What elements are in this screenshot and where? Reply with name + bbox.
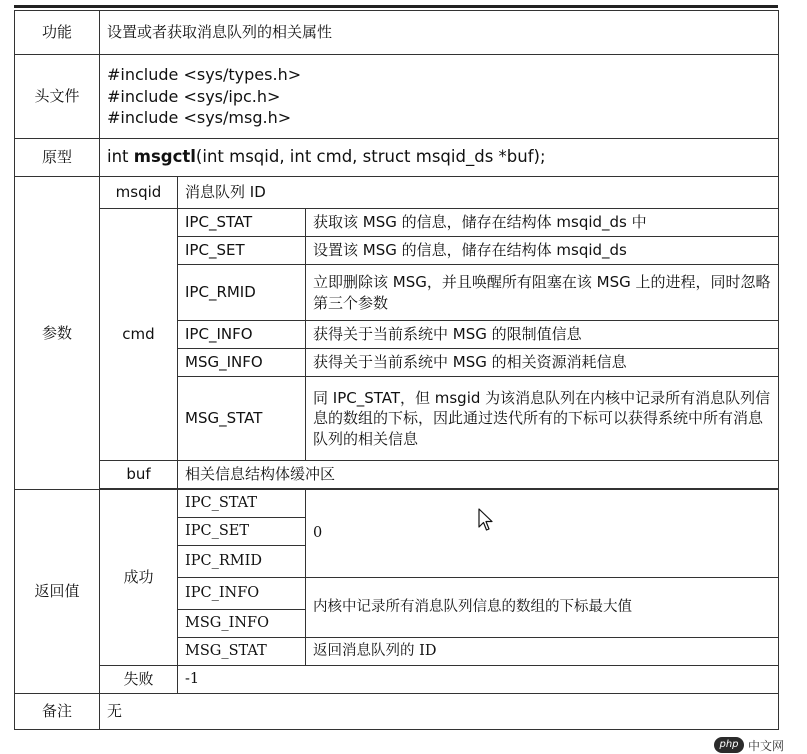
return-group-value: 内核中记录所有消息队列信息的数组的下标最大值	[306, 578, 779, 638]
row-param-msqid	[15, 177, 779, 209]
cmd-option-desc: 获得关于当前系统中 MSG 的相关资源消耗信息	[306, 349, 779, 377]
row-headers	[15, 55, 779, 139]
include-line: #include <sys/ipc.h>	[107, 86, 281, 106]
label-note: 备注	[15, 694, 100, 730]
return-fail-label: 失败	[100, 666, 178, 694]
return-group-value: 0	[306, 490, 779, 578]
cmd-option-name: MSG_STAT	[178, 377, 306, 461]
label-prototype: 原型	[15, 139, 100, 177]
cmd-option-desc: 设置该 MSG 的信息，储存在结构体 msqid_ds	[306, 237, 779, 265]
msgctl-reference-table	[14, 10, 779, 730]
cmd-option-name: IPC_SET	[178, 237, 306, 265]
return-cmd-name: MSG_INFO	[178, 610, 306, 638]
mouse-pointer-icon	[478, 508, 494, 532]
param-msqid-desc: 消息队列 ID	[178, 177, 779, 209]
cmd-option-name: IPC_RMID	[178, 265, 306, 321]
param-msqid-name: msqid	[100, 177, 178, 209]
param-cmd-name: cmd	[100, 209, 178, 461]
cmd-option-desc: 立即删除该 MSG，并且唤醒所有阻塞在该 MSG 上的进程，同时忽略第三个参数	[306, 265, 779, 321]
label-header-file: 头文件	[15, 55, 100, 139]
return-cmd-name: MSG_STAT	[178, 638, 306, 666]
return-fail-value: -1	[178, 666, 779, 694]
include-line: #include <sys/types.h>	[107, 65, 302, 85]
return-group-value: 返回消息队列的 ID	[306, 638, 779, 666]
label-return-value: 返回值	[15, 490, 100, 694]
label-function: 功能	[15, 11, 100, 55]
cmd-option-desc: 同 IPC_STAT，但 msgid 为该消息队列在内核中记录所有消息队列信息的数组的下标，因此通过迭代所有的下标可以获得系统中所有消息队列的相关信息	[306, 377, 779, 461]
row-return	[15, 490, 779, 518]
row-prototype	[15, 139, 779, 177]
row-cmd-option	[15, 209, 779, 237]
label-params: 参数	[15, 177, 100, 490]
return-cmd-name: IPC_SET	[178, 518, 306, 546]
param-buf-name: buf	[100, 461, 178, 489]
row-function	[15, 11, 779, 55]
watermark-text: 中文网	[748, 738, 785, 753]
header-includes	[100, 55, 779, 139]
prototype-function-name: msgctl	[133, 147, 196, 167]
return-cmd-name: IPC_STAT	[178, 490, 306, 518]
note-value: 无	[100, 694, 779, 730]
return-cmd-name: IPC_RMID	[178, 546, 306, 578]
cmd-option-name: MSG_INFO	[178, 349, 306, 377]
function-desc: 设置或者获取消息队列的相关属性	[100, 11, 779, 55]
row-note	[15, 694, 779, 730]
cmd-option-desc: 获得关于当前系统中 MSG 的限制值信息	[306, 321, 779, 349]
watermark	[710, 736, 788, 754]
cmd-option-name: IPC_STAT	[178, 209, 306, 237]
prototype-args: (int msqid, int cmd, struct msqid_ds *buf);	[195, 147, 546, 167]
prototype-code	[100, 139, 779, 177]
php-logo-icon: php	[714, 737, 744, 753]
top-rule	[14, 5, 778, 8]
cmd-option-desc: 获取该 MSG 的信息，储存在结构体 msqid_ds 中	[306, 209, 779, 237]
include-line: #include <sys/msg.h>	[107, 108, 292, 128]
prototype-return-type: int	[107, 147, 134, 167]
row-param-buf	[15, 461, 779, 489]
row-return-fail	[15, 666, 779, 694]
param-buf-desc: 相关信息结构体缓冲区	[178, 461, 779, 489]
cmd-option-name: IPC_INFO	[178, 321, 306, 349]
return-success-label: 成功	[100, 490, 178, 666]
return-cmd-name: IPC_INFO	[178, 578, 306, 610]
